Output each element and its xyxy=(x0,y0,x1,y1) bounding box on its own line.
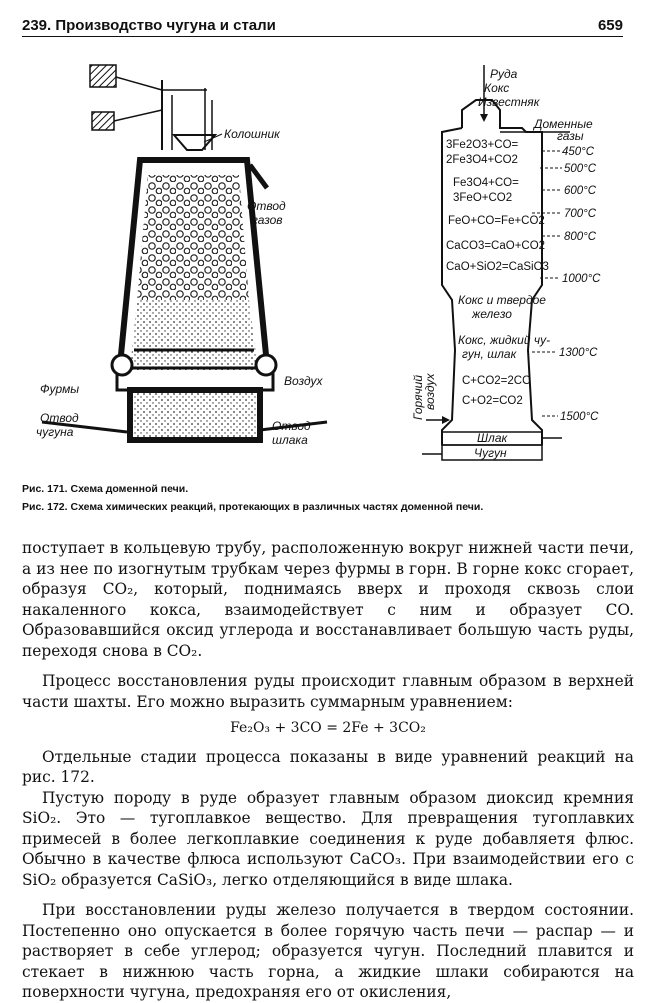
zone-liquid-2: гун, шлак xyxy=(462,347,517,361)
input-koks: Кокс xyxy=(484,81,510,95)
caption-fig171: Рис. 171. Схема доменной печи. xyxy=(22,483,189,495)
summary-equation: Fe₂O₃ + 3CO = 2Fe + 3CO₂ xyxy=(230,720,426,736)
body-text xyxy=(22,538,634,1003)
reaction-5: CaO+SiO2=CaSiO3 xyxy=(446,261,549,273)
coke-reaction-1: C+CO2=2CO xyxy=(462,375,532,387)
section-title: 239. Производство чугуна и стали xyxy=(22,16,276,34)
label-domennye-gazy-2: газы xyxy=(557,129,584,143)
label-otvod-shlaka-1: Отвод xyxy=(272,419,311,433)
page-header xyxy=(22,14,623,37)
reaction-2a: Fe3O4+CO= xyxy=(453,177,519,189)
reaction-3: FeO+CO=Fe+CO2 xyxy=(448,215,545,227)
coke-reaction-2: C+O2=CO2 xyxy=(462,395,523,407)
temp-800: 800°C xyxy=(564,231,597,243)
label-otvod-shlaka-2: шлака xyxy=(272,433,308,447)
hearth xyxy=(130,390,260,440)
reaction-1b: 2Fe3O4+CO2 xyxy=(446,154,518,166)
label-otvod-chuguna-1: Отвод xyxy=(40,411,79,425)
figure-captions xyxy=(22,480,622,516)
input-ruda: Руда xyxy=(490,67,518,81)
temp-450: 450°C xyxy=(562,146,595,158)
temp-600: 600°C xyxy=(564,185,597,197)
reaction-2b: 3FeO+CO2 xyxy=(453,192,513,204)
temp-1300: 1300°C xyxy=(559,347,598,359)
tuyere-left xyxy=(112,355,132,375)
label-shlak: Шлак xyxy=(477,431,508,445)
temp-1000: 1000°C xyxy=(562,273,601,285)
label-hot-air-1: Горячий xyxy=(411,374,425,420)
input-izvestnyak: Известняк xyxy=(478,95,540,109)
label-hot-air-2: воздух xyxy=(423,373,437,410)
counterweight-2 xyxy=(92,112,114,130)
reaction-1a: 3Fe2O3+CO= xyxy=(446,139,519,151)
label-koloshnik: Колошник xyxy=(224,127,280,141)
tuyere-right xyxy=(256,355,276,375)
zone-iron-2: железо xyxy=(472,307,512,321)
caption-fig172: Рис. 172. Схема химических реакций, протекающих в различных частях доменной печи. xyxy=(22,501,484,513)
label-domennye-gazy-1: Доменные xyxy=(534,117,593,131)
label-furmy: Фурмы xyxy=(40,382,80,396)
temp-500: 500°C xyxy=(564,163,597,175)
bell xyxy=(174,135,215,150)
reaction-4: CaCO3=CaO+CO2 xyxy=(446,240,546,252)
temp-1500: 1500°C xyxy=(560,411,599,423)
temp-700: 700°C xyxy=(564,208,597,220)
paragraph-2: Процесс восстановления руды происходит главным образом в верхней части шахты. Его можно выразить суммарным уравнением: xyxy=(22,672,634,711)
label-chugun: Чугун xyxy=(474,446,507,460)
label-otvod-gazov-1: Отвод xyxy=(247,199,286,213)
zone-iron-1: Кокс и твердое xyxy=(458,293,546,307)
page-number: 659 xyxy=(597,16,623,34)
paragraph-3: Отдельные стадии процесса показаны в виде уравнений реакций на рис. 172. xyxy=(22,747,634,786)
counterweight-1 xyxy=(90,65,116,87)
paragraph-1: поступает в кольцевую трубу, расположенную вокруг нижней части печи, а из нее по изогнутым трубкам через фурмы в горн. В горне кокс сгорает, образуя CO₂, который, поднимаясь вверх и проходя сквозь слои накаленного кокса, взаимодействует с ним и образует CO. Образовавшийся оксид углерода и восстанавливает большую часть руды, переходя снова в CO₂. xyxy=(22,539,634,660)
label-otvod-gazov-2: газов xyxy=(252,213,283,227)
zone-liquid-1: Кокс, жидкий чу- xyxy=(458,333,551,347)
molten-zone xyxy=(130,300,258,370)
reaction-scheme-diagram xyxy=(411,65,601,460)
figures xyxy=(22,50,622,470)
paragraph-5: При восстановлении руды железо получается в твердом состоянии. Постепенно оно опускается в более горячую часть печи — распар — и растворяет в себе углерод; образуется чугун. Последний плавится и стекает в нижнюю часть горна, а жидкие шлаки собираются на поверхности чугуна, предохраняя его от окисления, xyxy=(22,901,634,1001)
label-vozdukh: Воздух xyxy=(284,374,323,388)
paragraph-4: Пустую породу в руде образует главным образом диоксид кремния SiO₂. Это — тугоплавкое вещество. Для превращения тугоплавких примесей в более легкоплавкие соединения к руде добавляетя флюс. Обычно в качестве флюса используют CaCO₃. При взаимодействии его с SiO₂ образуется CaSiO₃, легко отделяющийся в виде шлака. xyxy=(22,788,634,889)
label-otvod-chuguna-2: чугуна xyxy=(36,425,74,439)
coke-charge xyxy=(137,175,249,300)
blast-furnace-diagram xyxy=(36,65,327,447)
